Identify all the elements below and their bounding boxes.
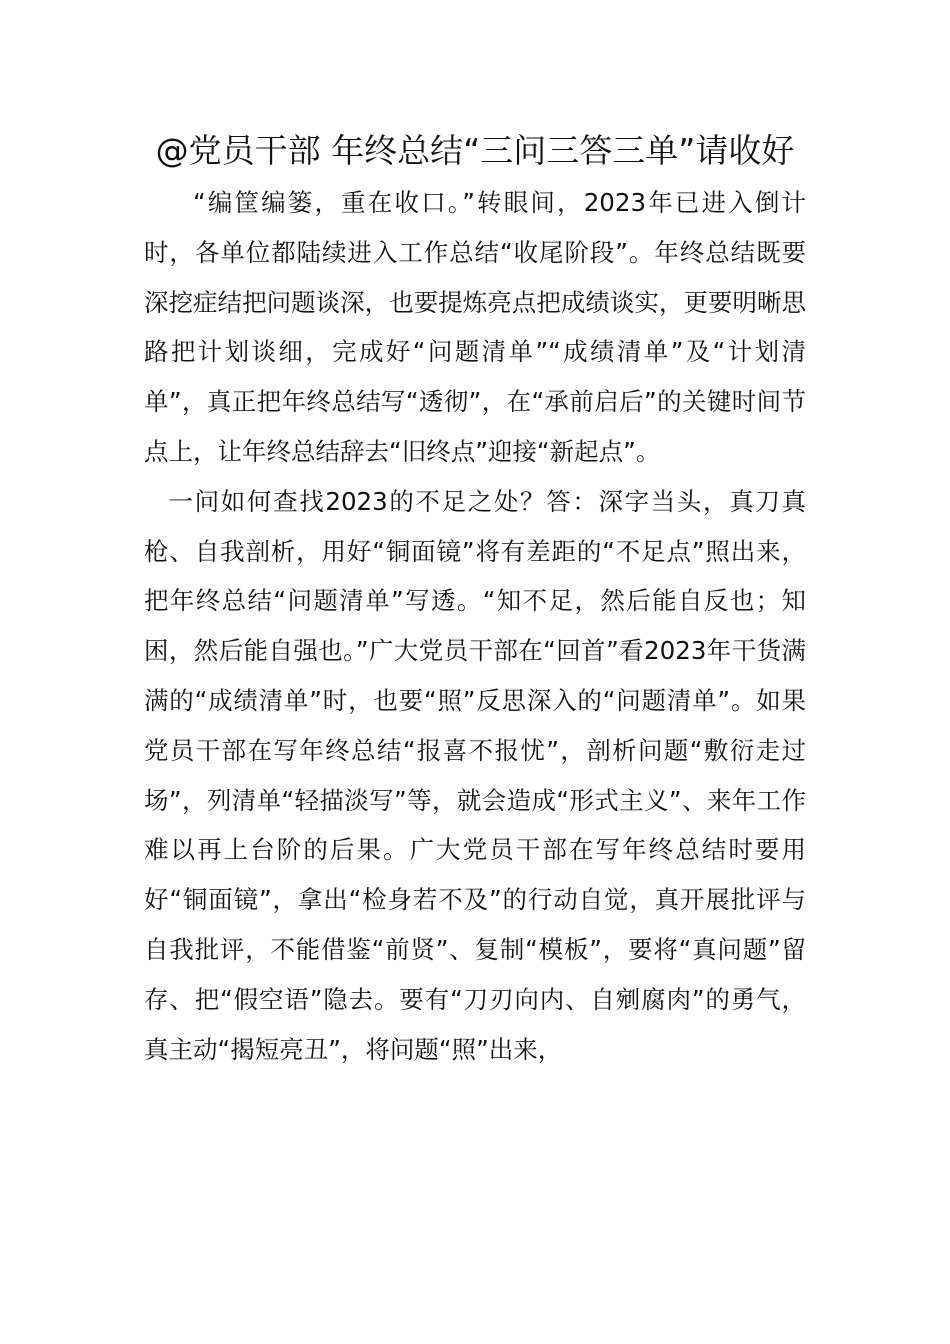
paragraph-intro: “编筐编篓，重在收口。”转眼间，2023年已进入倒计时，各单位都陆续进入工作总结“收尾阶段”。年终总结既要深挖症结把问题谈深，也要提炼亮点把成绩谈实，更要明晰思路把计划谈细，完成好“问题清单”“成绩清单”及“计划清单”，真正把年终总结写“透彻”，在“承前启后”的关键时间节点上，让年终总结辞去“旧终点”迎接“新起点”。 bbox=[144, 188, 806, 466]
paragraph-question-one: 一问如何查找2023的不足之处？答：深字当头，真刀真枪、自我剖析，用好“铜面镜”将有差距的“不足点”照出来，把年终总结“问题清单”写透。“知不足，然后能自反也；知困，然后能自强也。”广大党员干部在“回首”看2023年干货满满的“成绩清单”时，也要“照”反思深入的“问题清单”。如果党员干部在写年终总结“报喜不报忧”，剖析问题“敷衍走过场”，列清单“轻描淡写”等，就会造成“形式主义”、来年工作难以再上台阶的后果。广大党员干部在写年终总结时要用好“铜面镜”，拿出“检身若不及”的行动自觉，真开展批评与自我批评，不能借鉴“前贤”、复制“模板”，要将“真问题”留存、把“假空语”隐去。要有“刀刃向内、自剜腐肉”的勇气，真主动“揭短亮丑”，将问题“照”出来， bbox=[144, 486, 806, 1064]
document-body bbox=[144, 128, 806, 1074]
document-title: @党员干部 年终总结“三问三答三单”请收好 bbox=[155, 131, 795, 170]
